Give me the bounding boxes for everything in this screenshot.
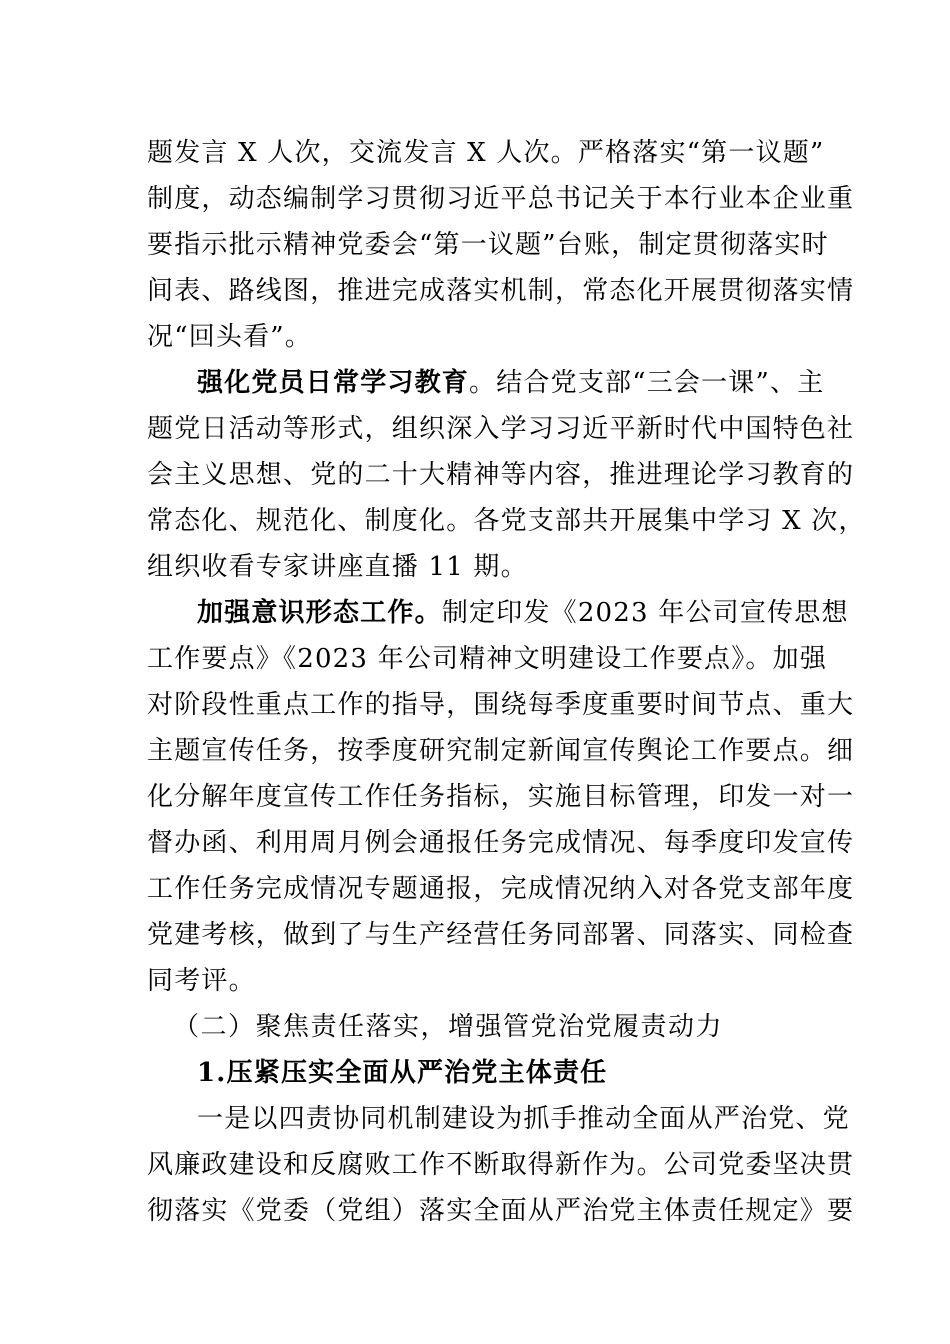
p4-line-1: 一是以四责协同机制建设为抓手推动全面从严治党、党 [197,1104,850,1134]
p3-line-1 [197,593,849,633]
p1-line-4: 间表、路线图，推进完成落实机制，常态化开展贯彻落实情 [147,276,855,306]
p3-line-3: 对阶段性重点工作的指导，围绕每季度重要时间节点、重大 [147,690,855,720]
p4-line-2: 风廉政建设和反腐败工作不断取得新作为。公司党委坚决贯 [147,1150,855,1180]
p3-line-8: 党建考核，做到了与生产经营任务同部署、同落实、同检查 [147,920,855,950]
p2-line-3: 会主义思想、党的二十大精神等内容，推进理论学习教育的 [147,460,855,490]
p2-line-1 [197,363,825,403]
p1-line-5: 况“回头看”。 [147,322,312,352]
p3-line-9: 同考评。 [147,966,256,996]
p2-line-5: 组织收看专家讲座直播 11 期。 [147,552,528,582]
p4-line-3: 彻落实《党委（党组）落实全面从严治党主体责任规定》要 [147,1196,855,1226]
p2-first-rest: 。结合党支部“三会一课”、主 [469,368,825,398]
p3-line-5: 化分解年度宣传工作任务指标，实施目标管理，印发一对一 [147,782,855,812]
p1-line-3: 要指示批示精神党委会“第一议题”台账，制定贯彻落实时 [147,230,829,260]
p1-line-2: 制度，动态编制学习贯彻习近平总书记关于本行业本企业重 [147,184,855,214]
p3-line-4: 主题宣传任务，按季度研究制定新闻宣传舆论工作要点。细 [147,736,855,766]
p1-line-1: 题发言 X 人次，交流发言 X 人次。严格落实“第一议题” [147,138,825,168]
p2-heading: 强化党员日常学习教育 [197,368,470,398]
p3-line-7: 工作任务完成情况专题通报，完成情况纳入对各党支部年度 [147,874,855,904]
p2-line-4: 常态化、规范化、制度化。各党支部共开展集中学习 X 次， [147,506,866,536]
p3-line-6: 督办函、利用周月例会通报任务完成情况、每季度印发宣传 [147,828,855,858]
p3-line-2: 工作要点》《2023 年公司精神文明建设工作要点》。加强 [147,644,828,674]
p3-first-rest: 制定印发《2023 年公司宣传思想 [441,598,849,628]
p2-line-2: 题党日活动等形式，组织深入学习习近平新时代中国特色社 [147,414,855,444]
section-heading: （二）聚焦责任落实，增强管党治党履责动力 [173,1012,724,1042]
p3-heading: 加强意识形态工作。 [197,598,442,628]
subsection-heading: 1.压紧压实全面从严治党主体责任 [197,1058,608,1088]
